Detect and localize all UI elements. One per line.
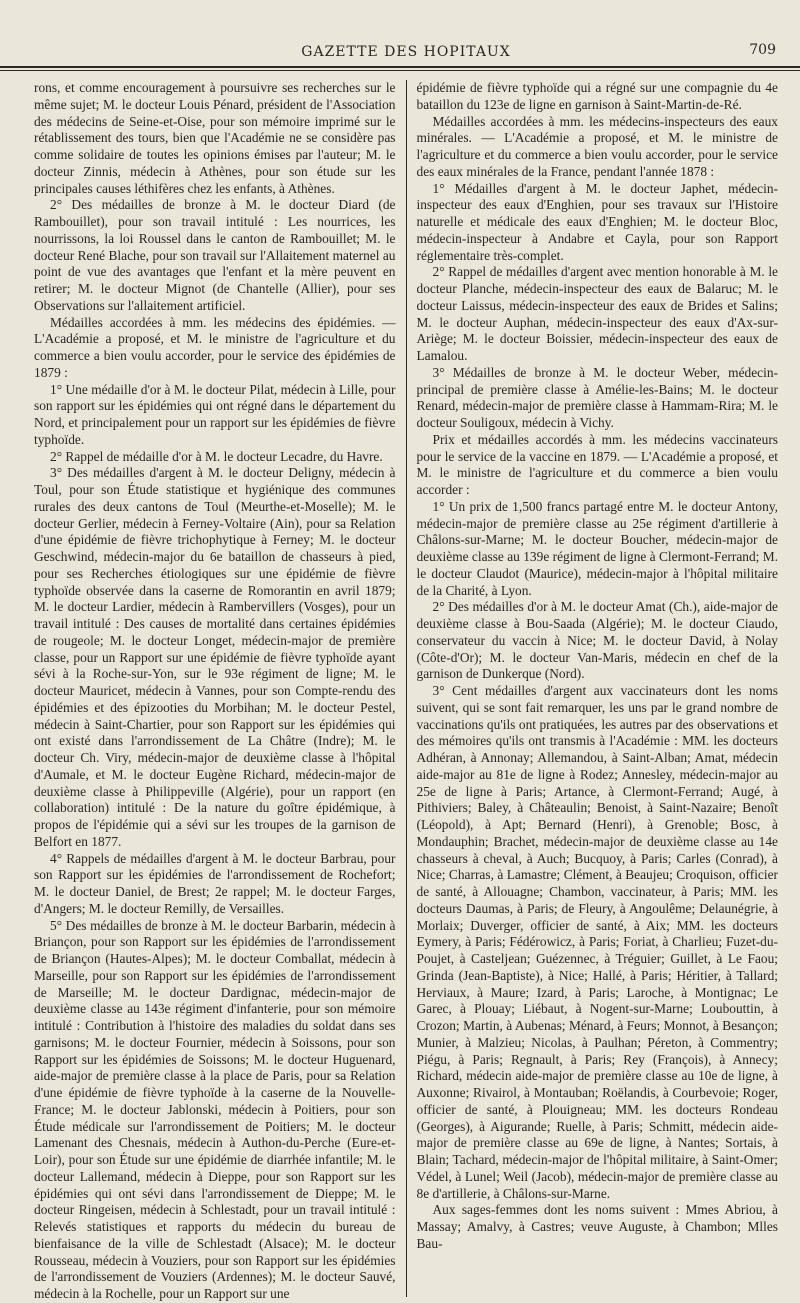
paragraph: 2° Rappel de médaille d'or à M. le docteur Lecadre, du Havre. [50, 448, 383, 464]
paragraph: 2° Des médailles de bronze à M. le docteur Diard (de Rambouillet), pour son travail intitulé : Les nourrices, les nourrissons, la loi Roussel dans le canton de Rambouillet; M. le docteur René Blache, pour son travail sur l'Allaitement maternel au point de vue des avantages que l'enfant et la mère peuvent en retirer; M. le docteur Mignot (de Chantelle (Allier), pour ses Observations sur l'allaitement artificiel. [34, 197, 396, 313]
paragraph: 3° Des médailles d'argent à M. le docteur Deligny, médecin à Toul, pour son Étude statistique et hygiénique des communes rurales des deux cantons de Toul (Meurthe-et-Moselle); M. le docteur Gerlier, médecin à Ferney-Voltaire (Ain), pour sa Relation d'une épidémie de fièvre trichophytique à Ferney; M. le docteur Geschwind, médecin-major du 6e bataillon de chasseurs à pied, pour ses Recherches étiologiques sur une épidémie de fièvre typhoïde observée dans la caserne de Romorantin en avril 1879; M. le docteur Lardier, médecin à Rambervillers (Vosges), pour un travail intitulé : Des causes de mortalité dans certaines épidémies de rougeole; M. le docteur Longet, médecin-major de première classe, pour un Rapport sur une épidémie de fièvre typhoïde ayant sévi à la Roche-sur-Yon, sur le 93e régiment de ligne; M. le docteur Mauricet, médecin à Vannes, pour son Compte-rendu des épidémies et des épizooties du Morbihan; M. le docteur Pestel, médecin à Saint-Chartier, pour son Rapport sur les épidémies qui ont existé dans l'arrondissement de La Châtre (Indre); M. le docteur Ch. Viry, médecin-major de deuxième classe à l'hôpital d'Aumale, et M. le docteur Eugène Richard, médecin-major de deuxième classe à Philippeville (Algérie), pour un rapport (en collaboration) intitulé : De la nature du goître épidémique, à propos de l'épidémie qui a sévi sur les troupes de la garnison de Belfort en 1877. [34, 465, 396, 849]
paragraph: Médailles accordées à mm. les médecins-inspecteurs des eaux minérales. — L'Académie a proposé, et M. le ministre de l'agriculture et du commerce a bien voulu accorder, pour le service des eaux minérales de la France, pendant l'année 1878 : [416, 113, 778, 179]
paragraph: 1° Médailles d'argent à M. le docteur Japhet, médecin-inspecteur des eaux d'Enghien, pour ses travaux sur l'Histoire naturelle et médicale des eaux d'Enghien; M. le docteur Bloc, médecin-inspecteur à Andabre et Cayla, pour son Rapport réglementaire très-complet. [416, 180, 778, 263]
paragraph: 4° Rappels de médailles d'argent à M. le docteur Barbrau, pour son Rapport sur les épidémies de l'arrondissement de Rochefort; M. le docteur Daniel, de Brest; 2e rappel; M. le docteur Farges, d'Angers; M. le docteur Remilly, de Versailles. [34, 850, 396, 916]
paragraph: 3° Médailles de bronze à M. le docteur Weber, médecin-principal de première classe à Amélie-les-Bains; M. le docteur Renard, médecin-major de première classe à Hammam-Rira; M. le docteur Souligoux, médecin à Vichy. [416, 364, 778, 430]
running-title: GAZETTE DES HOPITAUX [301, 44, 511, 60]
right-column [406, 80, 779, 1297]
paragraph: Prix et médailles accordés à mm. les médecins vaccinateurs pour le service de la vaccine en 1879. — L'Académie a proposé, et M. le ministre de l'agriculture et du commerce a bien voulu accorder : [416, 431, 778, 497]
page-number: 709 [749, 42, 776, 58]
paragraph: 2° Des médailles d'or à M. le docteur Amat (Ch.), aide-major de deuxième classe à Bou-Saada (Algérie); M. le docteur Ciaudo, conservateur du vaccin à Nice; M. le docteur David, à Nolay (Côte-d'Or); M. le docteur Van-Maris, médecin en chef de la garnison de Dunkerque (Nord). [416, 599, 778, 682]
header-rule-thick [0, 66, 800, 68]
paragraph: rons, et comme encouragement à poursuivre ses recherches sur le même sujet; M. le docteur Louis Pénard, président de l'Association des médecins de Seine-et-Oise, pour son mémoire imprimé sur le rétablissement des tours, bien que l'Académie ne se considère pas comme solidaire de toutes les opinions émises par l'auteur; M. le docteur Zinnis, médecin à Athènes, pour son étude sur les principales causes léthifères chez les enfants, à Athènes. [34, 80, 396, 196]
paragraph: Aux sages-femmes dont les noms suivent : Mmes Abriou, à Massay; Amalvy, à Castres; veuve Auguste, à Chambon; Mlles Bau- [416, 1202, 778, 1251]
paragraph: 2° Rappel de médailles d'argent avec mention honorable à M. le docteur Planche, médecin-inspecteur des eaux de Balaruc; M. le docteur Laissus, médecin-inspecteur des eaux de Brides et Salins; M. le docteur Auphan, médecin-inspecteur des eaux d'Ax-sur-Ariège; M. le docteur Boissier, médecin-inspecteur des eaux de Lamalou. [416, 264, 778, 363]
paragraph: Médailles accordées à mm. les médecins des épidémies. — L'Académie a proposé, et M. le ministre de l'agriculture et du commerce a bien voulu accorder, pour le service des épidémies de 1879 : [34, 314, 396, 380]
left-column [34, 80, 406, 1301]
paragraph: 5° Des médailles de bronze à M. le docteur Barbarin, médecin à Briançon, pour son Rapport sur les épidémies de l'arrondissement de Briançon (Hautes-Alpes); M. le docteur Comballat, médecin à Marseille, pour son Rapport sur les épidémies de l'arrondissement de Marseille; M. le docteur Dardignac, médecin-major de deuxième classe au 143e régiment d'infanterie, pour son mémoire intitulé : Contribution à l'histoire des maladies du soldat dans ses garnisons; M. le docteur Fournier, médecin à Soissons, pour son Rapport sur les épidémies de Soissons; M. le docteur Huguenard, aide-major de première classe à la place de Paris, pour sa Relation d'une épidémie de fièvre typhoïde à la caserne de la Nouvelle-France; M. le docteur Jablonski, médecin à Poitiers, pour son Étude médicale sur l'arrondissement de Poitiers; M. le docteur Lamenant des Chesnais, médecin à Authon-du-Perche (Eure-et-Loir), pour son Étude sur une épidémie de diarrhée infantile; M. le docteur Lallemand, médecin à Dieppe, pour son Rapport sur les épidémies qui ont sévi dans l'arrondissement de Dieppe; M. le docteur Ringeisen, médecin à Schlestadt, pour un travail intitulé : Relevés statistiques et rapports du médecin du bureau de bienfaisance de la ville de Schlestadt (Alsace); M. le docteur Rousseau, médecin à Vouziers, pour son Rapport sur les épidémies de l'arrondissement de Vouziers (Ardennes); M. le docteur Sauvé, médecin à la Rochelle, pour un Rapport sur une [34, 917, 396, 1301]
page-header [34, 0, 778, 66]
paragraph: 1° Un prix de 1,500 francs partagé entre M. le docteur Antony, médecin-major de première classe au 25e régiment d'artillerie à Châlons-sur-Marne; M. le docteur Boucher, médecin-major de deuxième classe au 139e régiment de ligne à Clermont-Ferrand; M. le docteur Claudot (Maurice), médecin-major à l'hôpital militaire de la Charité, à Lyon. [416, 498, 778, 598]
paragraph: 3° Cent médailles d'argent aux vaccinateurs dont les noms suivent, qui se sont fait remarquer, les uns par le grand nombre de vaccinations qu'ils ont pratiquées, les autres par des observations et des mémoires qu'ils ont transmis à l'Académie : MM. les docteurs Adhéran, à Annonay; Allemandou, à Saint-Alban; Amat, médecin aide-major au 81e de ligne à Rodez; Annesley, médecin-major au 25e de ligne à Paris; Artance, à Clermont-Ferrand; Augé, à Pithiviers; Baley, à Châteaulin; Benoist, à Saint-Nazaire; Benoît (Léopold), à Apt; Bernard (Henri), à Grenoble; Bosc, à Mondauphin; Brachet, médecin-major de deuxième classe au 14e chasseurs à cheval, à Auch; Bucquoy, à Paris; Carles (Conrad), à Nice; Charras, à Lamastre; Clément, à Beaujeu; Croquison, officier de santé, à Allouagne; Chambon, vaccinateur, à Paris; MM. les docteurs Daumas, à Paris; de Fleury, à Angoulême; Delaunégrie, à Morlaix; Duverger, officier de santé, à Aix; MM. les docteurs Eymery, à Paris; Fédérowicz, à Paris; Foriat, à Charlieu; Fuzet-du-Poujet, à Casteljean; Guézennec, à Tréguier; Guillet, à Le Faou; Grinda (Jean-Baptiste), à Nice; Hallé, à Paris; Héritier, à Tallard; Herviaux, à Maure; Izard, à Paris; Laroche, à Montignac; Le Garec, à Plouay; Liébaut, à Nogent-sur-Marne; Loubouttin, à Crozon; Martin, à Aubenas; Ménard, à Feurs; Monnot, à Besançon; Munier, à Malzieu; Nicolas, à Paulhan; Péreton, à Commentry; Piégu, à Paris; Regnault, à Paris; Rey (François), à Annecy; Richard, médecin aide-major de première classe au 10e de ligne, à Auxonne; Rivairol, à Montauban; Roëlandis, à Courbevoie; Roger, officier de santé, à Plouigneau; MM. les docteurs Rondeau (Georges), à Aigurande; Ruelle, à Paris; Schmitt, médecin aide-major de première classe au 69e de ligne, à Nantes; Sortais, à Blain; Tachard, médecin-major de l'hôpital militaire, à Saint-Omer; Védel, à Lunel; Weil (Jacob), médecin-major de première classe au 8e d'artillerie, à Châlons-sur-Marne. [416, 683, 778, 1201]
paragraph: 1° Une médaille d'or à M. le docteur Pilat, médecin à Lille, pour son rapport sur les épidémies qui ont régné dans le département du Nord, et principalement pour un rapport sur les épidémies de fièvre typhoïde. [34, 381, 396, 447]
text-columns [34, 80, 778, 1301]
header-rule-thin [0, 70, 800, 71]
paragraph: épidémie de fièvre typhoïde qui a régné sur une compagnie du 4e bataillon du 123e de ligne en garnison à Saint-Martin-de-Ré. [416, 80, 778, 112]
